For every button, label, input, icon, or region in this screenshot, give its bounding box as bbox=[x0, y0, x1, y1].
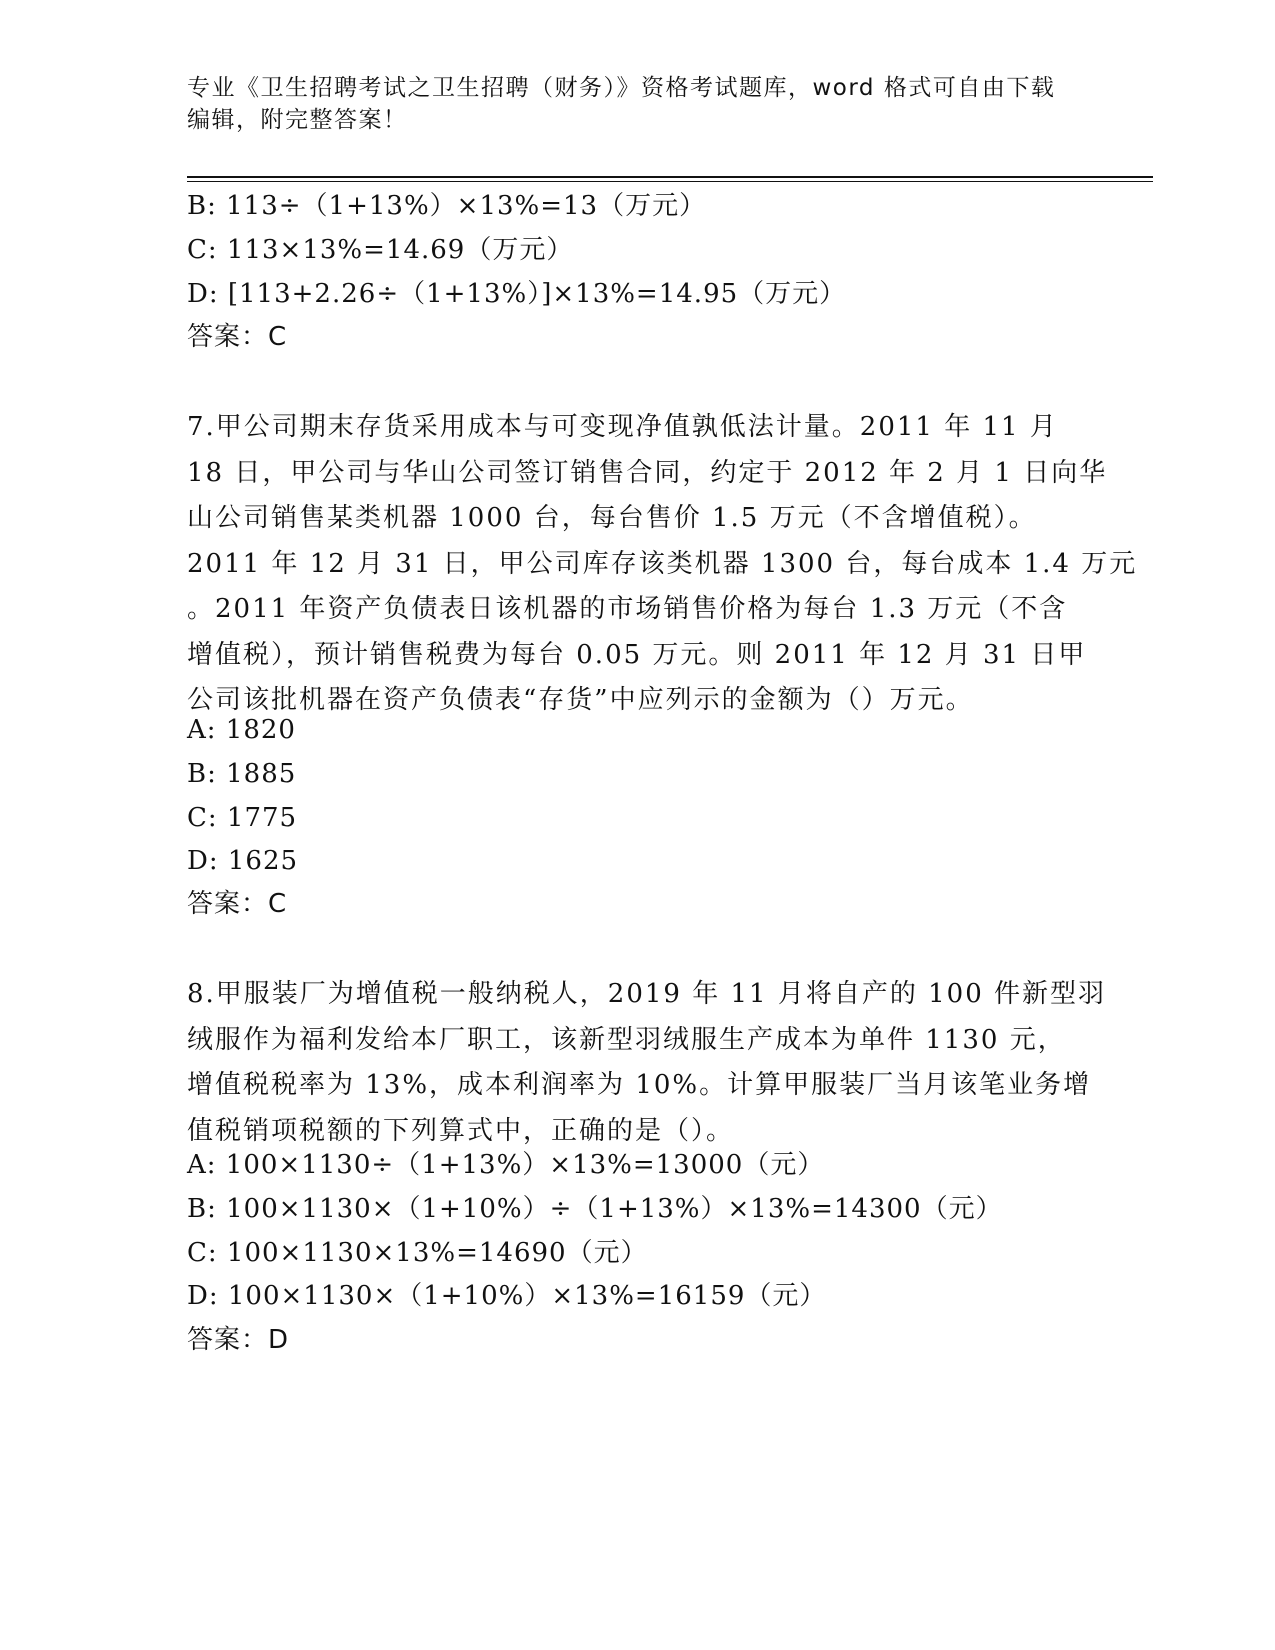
q6-option-b: B: 113÷（1+13%）×13%=13（万元） bbox=[187, 191, 707, 221]
header-divider-thick bbox=[187, 176, 1153, 178]
q7-stem-line: 增值税），预计销售税费为每台 0.05 万元。则 2011 年 12 月 31 日甲 bbox=[187, 639, 1087, 670]
q8-answer: 答案：D bbox=[187, 1325, 290, 1355]
q8-option-d: D: 100×1130×（1+10%）×13%=16159（元） bbox=[187, 1281, 827, 1311]
header-line-1: 专业《卫生招聘考试之卫生招聘（财务）》资格考试题库，word 格式可自由下载 bbox=[187, 75, 1056, 101]
q7-stem bbox=[187, 405, 1138, 724]
q6-option-d: D: [113+2.26÷（1+13%）]×13%=14.95（万元） bbox=[187, 279, 847, 309]
q7-option-a: A: 1820 bbox=[187, 715, 296, 745]
q6-option-c: C: 113×13%=14.69（万元） bbox=[187, 235, 574, 265]
header-line-2: 编辑，附完整答案！ bbox=[187, 107, 408, 133]
q8-stem-line: 增值税税率为 13%，成本利润率为 10%。计算甲服装厂当月该笔业务增 bbox=[187, 1070, 1092, 1100]
q7-option-b: B: 1885 bbox=[187, 759, 297, 789]
q6-answer: 答案：C bbox=[187, 322, 288, 352]
q7-stem-line: 2011 年 12 月 31 日，甲公司库存该类机器 1300 台，每台成本 1.4 万元 bbox=[187, 548, 1138, 579]
q8-stem-line: 绒服作为福利发给本厂职工，该新型羽绒服生产成本为单件 1130 元， bbox=[187, 1024, 1066, 1055]
q7-stem-line: 山公司销售某类机器 1000 台，每台售价 1.5 万元（不含增值税）。 bbox=[187, 503, 1037, 533]
q7-answer: 答案：C bbox=[187, 889, 288, 919]
q8-stem-line: 值税销项税额的下列算式中，正确的是（）。 bbox=[187, 1115, 735, 1146]
page-header bbox=[187, 72, 1067, 136]
q8-stem-line: 8.甲服装厂为增值税一般纳税人，2019 年 11 月将自产的 100 件新型羽 bbox=[187, 979, 1107, 1009]
q7-stem-line: 。2011 年资产负债表日该机器的市场销售价格为每台 1.3 万元（不含 bbox=[187, 594, 1068, 624]
q8-option-b: B: 100×1130×（1+10%）÷（1+13%）×13%=14300（元） bbox=[187, 1194, 1003, 1224]
q7-option-c: C: 1775 bbox=[187, 803, 298, 833]
q8-option-a: A: 100×1130÷（1+13%）×13%=13000（元） bbox=[187, 1150, 825, 1180]
q7-stem-line: 18 日，甲公司与华山公司签订销售合同，约定于 2012 年 2 月 1 日向华 bbox=[187, 457, 1108, 488]
q7-stem-line: 公司该批机器在资产负债表“存货”中应列示的金额为（）万元。 bbox=[187, 685, 974, 715]
q7-stem-line: 7.甲公司期末存货采用成本与可变现净值孰低法计量。2011 年 11 月 bbox=[187, 412, 1058, 442]
header-divider-thin bbox=[187, 181, 1153, 182]
q7-option-d: D: 1625 bbox=[187, 846, 299, 876]
q8-stem bbox=[187, 972, 1107, 1154]
q8-option-c: C: 100×1130×13%=14690（元） bbox=[187, 1238, 648, 1268]
